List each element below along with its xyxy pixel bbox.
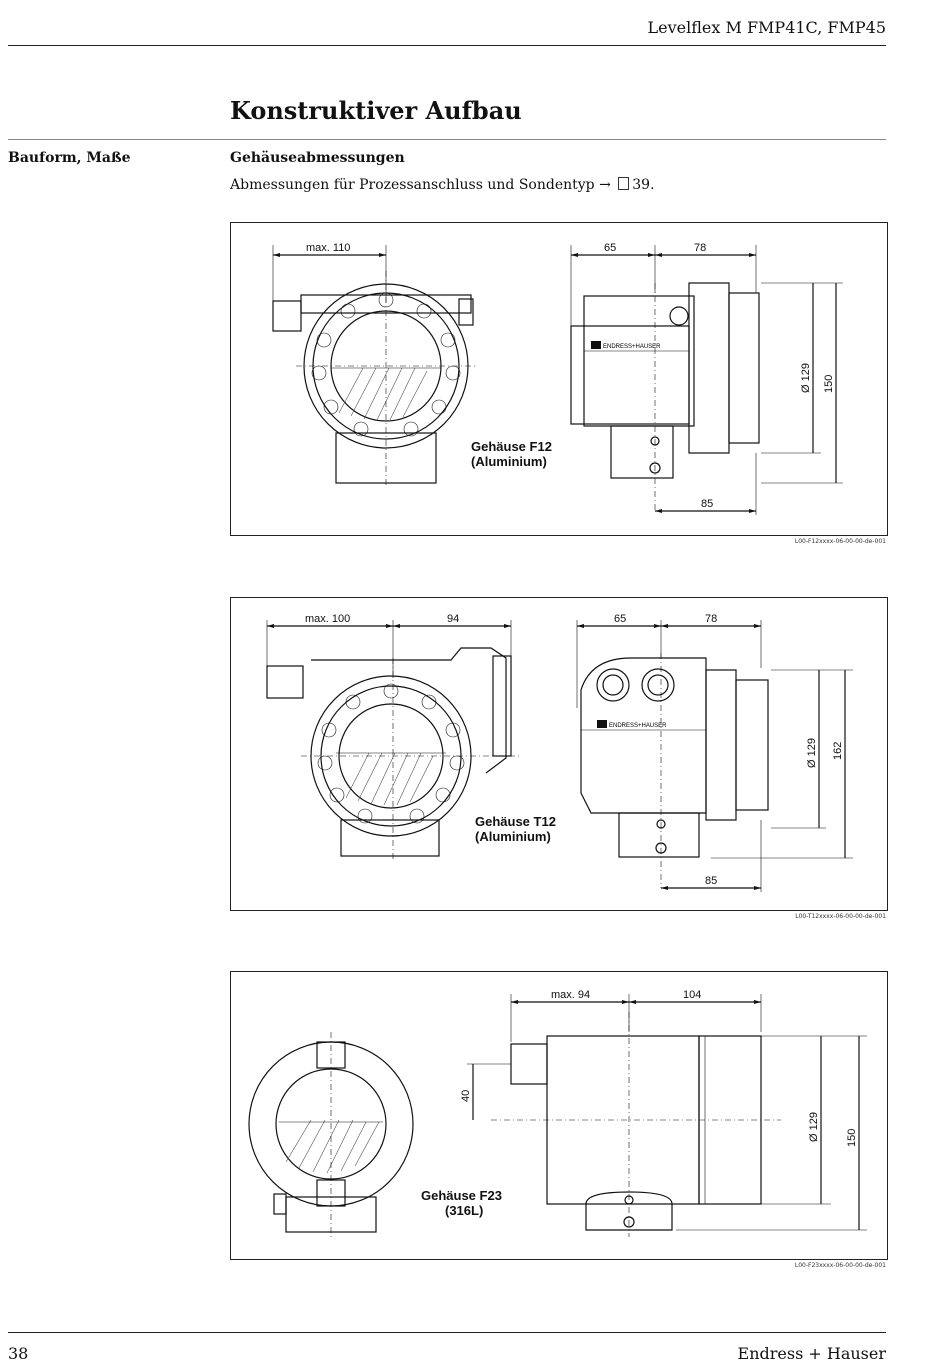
- page-number: 38: [8, 1344, 29, 1363]
- header-rule: [8, 45, 886, 46]
- t12-front-view: [267, 613, 556, 860]
- f23-caption-line1: Gehäuse F23: [421, 1188, 502, 1203]
- t12-dim-side-b: 78: [705, 613, 718, 625]
- description-text: Abmessungen für Prozessanschluss und Sondentyp: [230, 177, 595, 193]
- subsection-title: Gehäuseabmessungen: [230, 150, 405, 166]
- t12-brand-label: ENDRESS+HAUSER: [609, 723, 667, 729]
- figure-t12: [230, 597, 888, 911]
- f12-front-view: [273, 242, 552, 488]
- figure-f23: [230, 971, 888, 1260]
- f23-dim-height: 150: [846, 1128, 858, 1147]
- t12-caption-line2: (Aluminium): [475, 829, 551, 844]
- f23-front-view: [249, 1032, 502, 1237]
- t12-dim-height: 162: [832, 741, 844, 760]
- t12-dim-front-right: 94: [447, 613, 460, 625]
- eh-logo-icon: [591, 341, 601, 349]
- description: [230, 177, 655, 193]
- f23-dim-offset: 40: [460, 1089, 472, 1102]
- f12-dim-side-a: 65: [604, 242, 617, 254]
- f23-caption-line2: (316L): [445, 1203, 484, 1218]
- page-reference: 39.: [632, 177, 655, 193]
- figure-t12-code: L00-T12xxxx-06-00-00-de-001: [795, 913, 886, 920]
- figure-f23-code: L00-F23xxxx-06-00-00-de-001: [794, 1262, 886, 1269]
- t12-caption-line1: Gehäuse T12: [475, 814, 556, 829]
- f12-side-view: [571, 242, 843, 515]
- arrow-icon: →: [599, 177, 611, 193]
- title-rule: [8, 139, 886, 140]
- t12-dim-bottom: 85: [705, 875, 718, 887]
- t12-dim-front-width: max. 100: [305, 613, 351, 625]
- f23-dim-width-b: 104: [683, 989, 702, 1001]
- t12-side-view: [577, 613, 853, 892]
- eh-logo-icon: [597, 720, 607, 728]
- section-title: Konstruktiver Aufbau: [230, 96, 522, 125]
- f23-dim-diameter: Ø 129: [808, 1112, 820, 1142]
- f12-caption-line2: (Aluminium): [471, 454, 547, 469]
- f12-dim-side-b: 78: [694, 242, 707, 254]
- page-icon: [618, 177, 629, 190]
- f12-dim-diameter: Ø 129: [800, 363, 812, 393]
- f12-dim-height: 150: [823, 374, 835, 393]
- f12-dim-bottom: 85: [701, 498, 714, 510]
- f12-caption-line1: Gehäuse F12: [471, 439, 552, 454]
- header-product: Levelflex M FMP41C, FMP45: [647, 18, 886, 37]
- figure-f12-code: L00-F12xxxx-06-00-00-de-001: [794, 538, 886, 545]
- f23-dim-width-a: max. 94: [551, 989, 591, 1001]
- footer-brand: Endress + Hauser: [737, 1344, 886, 1363]
- f23-side-view: [460, 989, 867, 1237]
- figure-f12: [230, 222, 888, 536]
- t12-dim-side-a: 65: [614, 613, 627, 625]
- side-label: Bauform, Maße: [8, 150, 131, 166]
- footer-rule: [8, 1332, 886, 1333]
- f12-brand-label: ENDRESS+HAUSER: [603, 344, 661, 350]
- f12-dim-front-width: max. 110: [306, 242, 351, 254]
- t12-dim-diameter: Ø 129: [806, 738, 818, 768]
